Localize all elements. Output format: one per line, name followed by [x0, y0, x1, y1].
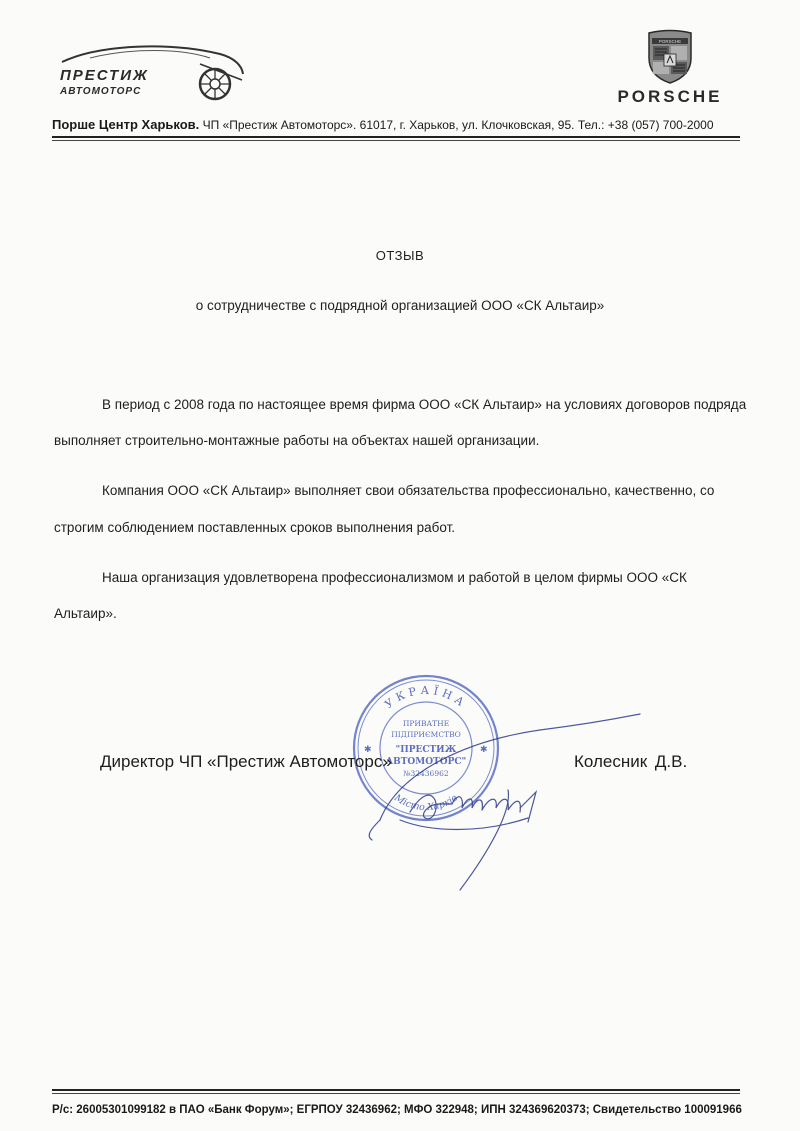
- paragraph-3-line-1: Наша организация удовлетворена профессионализмом и работой в целом фирмы ООО «СК: [102, 570, 687, 585]
- company-details: ЧП «Престиж Автомоторс». 61017, г. Харьков, ул. Клочковская, 95. Тел.: +38 (057) 700-2000: [199, 118, 714, 132]
- footer-divider-thin: [52, 1093, 740, 1094]
- company-header-line: [52, 117, 742, 132]
- stamp-line-4: АВТОМОТОРС": [385, 757, 467, 767]
- document-title: ОТЗЫВ: [375, 248, 425, 263]
- paragraph-2-line-1: Компания ООО «СК Альтаир» выполняет свои обязательства профессионально, качественно, со: [102, 483, 715, 498]
- company-name: Порше Центр Харьков.: [52, 117, 200, 132]
- stamp-top-arc: УКРАЇНА: [382, 683, 470, 712]
- crest-word: PORSCHE: [658, 39, 682, 44]
- paragraph-1-line-1: В период с 2008 года по настоящее время фирма ООО «СК Альтаир» на условиях договоров подряда: [102, 397, 747, 412]
- porsche-wordmark: PORSCHE: [617, 87, 723, 106]
- svg-text:✱: ✱: [480, 744, 488, 754]
- signatory-position: Директор ЧП «Престиж Автомоторс»: [100, 752, 392, 771]
- stamp-line-2: ПІДПРИЄМСТВО: [391, 730, 461, 739]
- paragraph-1-line-2: выполняет строительно-монтажные работы на объектах нашей организации.: [54, 433, 540, 448]
- header-divider-thin: [52, 140, 740, 141]
- prestige-automotors-logo: [50, 40, 250, 110]
- handwritten-signature: [340, 700, 660, 900]
- stamp-bottom-arc: Місто Харків: [392, 792, 460, 814]
- document-subtitle: о сотрудничестве с подрядной организацией ООО «СК Альтаир»: [195, 298, 605, 313]
- logo-line2: АВТОМОТОРС: [60, 86, 142, 97]
- paragraph-2-line-2: строгим соблюдением поставленных сроков выполнения работ.: [54, 520, 456, 535]
- logo-line1: ПРЕСТИЖ: [60, 67, 149, 84]
- stamp-line-1: ПРИВАТНЕ: [402, 719, 450, 728]
- porsche-crest-icon: [646, 28, 694, 84]
- signatory-name: Колесник Д.В.: [574, 752, 688, 771]
- svg-text:✱: ✱: [364, 744, 372, 754]
- stamp-line-5: №32436962: [403, 769, 449, 778]
- stamp-line-3: "ПРЕСТИЖ: [395, 745, 457, 755]
- footer-bank-details: Р/с: 26005301099182 в ПАО «Банк Форум»; ЕГРПОУ 32436962; МФО 322948; ИПН 324369620373; Свидетельство 100091966: [52, 1104, 742, 1116]
- paragraph-3-line-2: Альтаир».: [54, 606, 117, 621]
- header-divider: [52, 136, 740, 138]
- footer-divider: [52, 1089, 740, 1091]
